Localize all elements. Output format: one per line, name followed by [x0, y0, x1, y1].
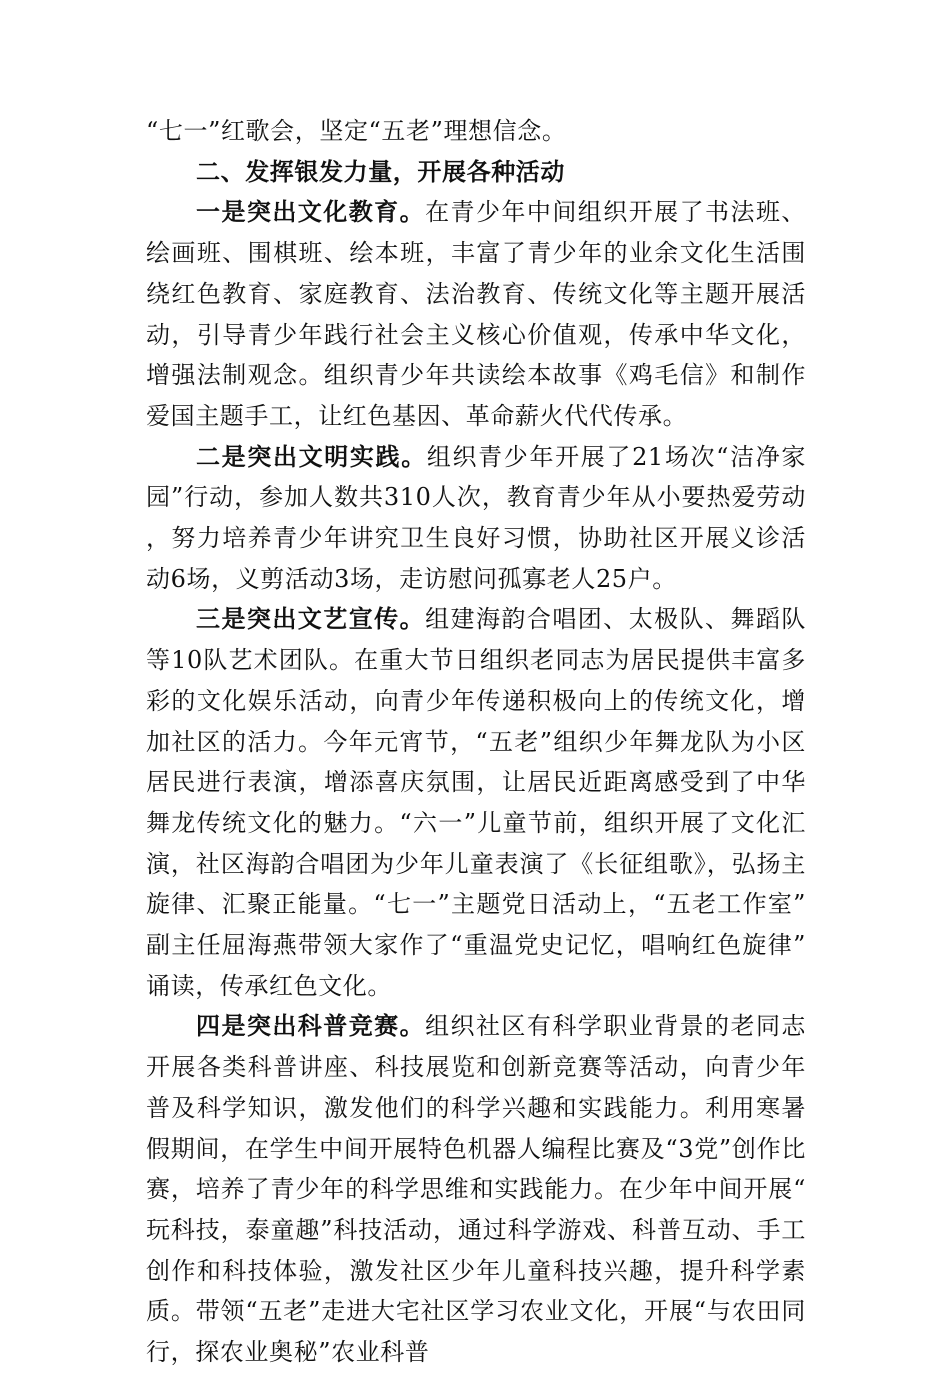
paragraph-text: 组织青少年开展了21场次“洁净家园”行动，参加人数共310人次，教育青少年从小要热爱劳动，努力培养青少年讲究卫生良好习惯，协助社区开展义诊活动6场，义剪活动3场，走访慰问孤寡老人25户。: [146, 442, 806, 593]
document-page: [146, 111, 806, 1373]
paragraph-civic-practice: [146, 437, 806, 600]
paragraph-lead: 一是突出文化教育。: [196, 197, 426, 227]
paragraph-lead: 四是突出科普竞赛。: [196, 1011, 426, 1041]
paragraph-arts-promotion: [146, 599, 806, 1006]
paragraph-science-competition: [146, 1006, 806, 1372]
paragraph-text: 组建海韵合唱团、太极队、舞蹈队等10队艺术团队。在重大节日组织老同志为居民提供丰富多彩的文化娱乐活动，向青少年传递积极向上的传统文化，增加社区的活力。今年元宵节，“五老”组织少年舞龙队为小区居民进行表演，增添喜庆氛围，让居民近距离感受到了中华舞龙传统文化的魅力。“六一”儿童节前，组织开展了文化汇演，社区海韵合唱团为少年儿童表演了《长征组歌》，弘扬主旋律、汇聚正能量。“七一”主题党日活动上，“五老工作室”副主任屈海燕带领大家作了“重温党史记忆，唱响红色旋律”诵读，传承红色文化。: [146, 605, 807, 1000]
paragraph-text: 在青少年中间组织开展了书法班、绘画班、围棋班、绘本班，丰富了青少年的业余文化生活围绕红色教育、家庭教育、法治教育、传统文化等主题开展活动，引导青少年践行社会主义核心价值观，传承中华文化，增强法制观念。组织青少年共读绘本故事《鸡毛信》和制作爱国主题手工，让红色基因、革命薪火代代传承。: [146, 198, 807, 430]
opening-line: “七一”红歌会，坚定“五老”理想信念。: [146, 117, 567, 145]
paragraph-culture-education: [146, 192, 806, 436]
paragraph-lead: 二是突出文明实践。: [196, 441, 427, 471]
section-heading: 二、发挥银发力量，开展各种活动: [196, 157, 565, 186]
paragraph-lead: 三是突出文艺宣传。: [196, 604, 426, 634]
paragraph-text: 组织社区有科学职业背景的老同志开展各类科普讲座、科技展览和创新竞赛等活动，向青少年普及科学知识，激发他们的科学兴趣和实践能力。利用寒暑假期间，在学生中间开展特色机器人编程比赛及“3党”创作比赛，培养了青少年的科学思维和实践能力。在少年中间开展“玩科技，泰童趣”科技活动，通过科学游戏、科普互动、手工创作和科技体验，激发社区少年儿童科技兴趣，提升科学素质。带领“五老”走进大宅社区学习农业文化，开展“与农田同行，探农业奥秘”农业科普: [146, 1012, 807, 1367]
